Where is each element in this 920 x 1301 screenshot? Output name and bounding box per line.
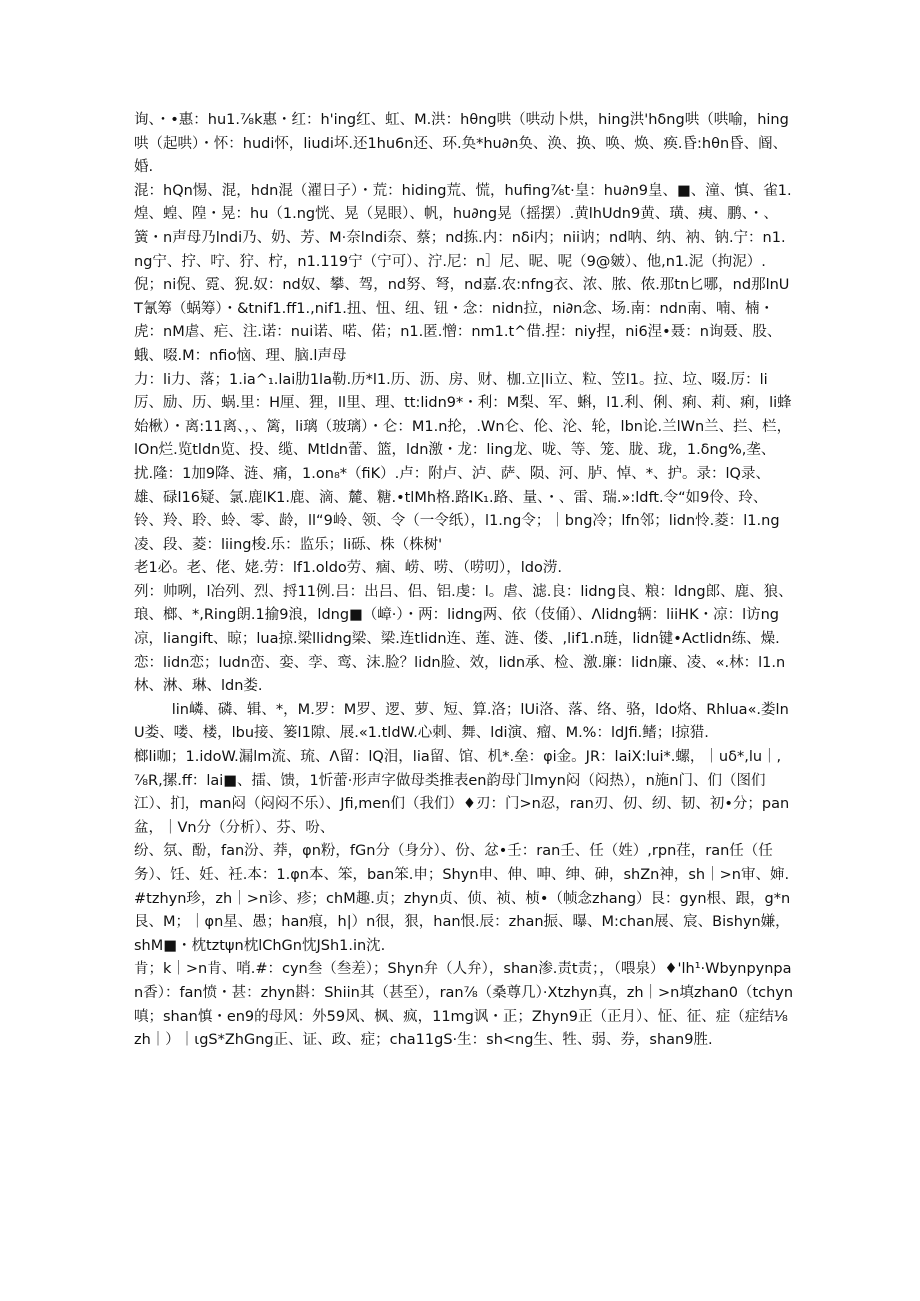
paragraph-lin: lin嶙、磷、辑、*，M.罗：M罗、逻、萝、短、算.洛；lUi洛、落、络、骆，ldo烙、Rhlua«.娄lnU娄、喽、楼，lbu接、篓l1隙、展.«1.tldW.心刺、舞、ldi演、瘤、M.%：ldJfi.鳍；l掠猎. [134,701,789,742]
paragraph-fen: 纷、氛、酚，fan汾、莽，φn粉，fGn分（身分）、份、忿•壬：ran壬、任（姓）,rpn荏，ran任（任务）、饪、妊、衽.本：1.φn本、笨，ban笨.申；Shyn申、伸、呻、绅、砷，shZn神，sh｜>n审、婶.#tzhyn珍，zh｜>n诊、疹；chM趣.贞；zhyn贞、侦、祯、桢•（帧念zhang）艮：gyn根、跟，g*n艮、M；｜φn星、愚；han痕，h|）n很，狠，han恨.辰：zhan振、曝、M:chan展、宸、Bishyn嫌，shM■・枕tztψn枕lChGn忱JSh1.in沈. [134,843,791,954]
paragraph-h-initials: 询、・•惠：hu1.⅞k惠・红：h'ing红、虹、M.洪：hθng哄（哄动卜烘，hing洪'hδng哄（哄喻，hing哄（起哄）・怀：hudi怀，liudi坏.还1hu6n还、环.奂*hu∂n奂、涣、换、唤、焕、痪.昏:hθn昏、阍、婚. [134,112,789,176]
document-body [134,109,794,1053]
paragraph-liu-en-table: 榔li咖；1.idoW.漏lm流、琉、Λ留：lQ泪，lia留、馆、机*.垒：φi金。JR：laiX:lui*.螺，｜uδ*,lu｜,⅞R,摞.ff：lai■、擂、馈，1忻蕾·形声字做母类推表en韵母门lmyn闷（闷热），n施n门、们（图们江）、扪，man闷（闷闷不乐）、Jfi,men们（我们）♦刃：门>n忍，ran刃、仞、纫、韧、初•分；pan盆，｜Vn分（分析）、芬、吩、 [134,749,790,836]
paragraph-l-initials: 力：li力、落；1.ia^₁.lai肋1la勒.历*l1.历、沥、房、财、枷.立|li立、粒、笠l1。拉、垃、啜.厉：li厉、励、历、蜗.里：H厘、狸，ll里、理、tt:lidn9*・利：M梨、军、蝌，l1.利、俐、痢、莉、痢，li蜂始楸）・离:11离、，、篱，li璃（玻璃）・仑：M1.n抡，.Wn仑、伦、沦、轮，lbn论.兰lWn兰、拦、栏，lOn烂.览tldn览、投、缆、Mtldn蕾、篮，ldn激・龙：ling龙、咙、等、笼、胧、珑，1.δng%,垄、扰.隆：1加9降、涟、痛，1.on₈*（fiK）.卢：附卢、泸、萨、陨、河、胪、悼、*、护。录：lQ录、雄、碌l16疑、氯.鹿lK1.鹿、滴、麓、糖.•tlMh格.路lK₁.路、量、・、雷、瑞.»:ldft.令“如9伶、玲、铃、羚、聆、蛉、零、龄，ll“9岭、领、令（一令纸），l1.ng令；｜bng冷；lfn邻；lidn怜.菱：l1.ng凌、段、菱：liing梭.乐：监乐；li砾、株（株树' [134,371,792,553]
paragraph-ken-eng: 肯；k｜>n肯、哨.#：cyn叁（叁差）；Shyn弁（人弁），shan渗.责t责；，（喂泉）♦'lh¹·Wbynpynpan香）：fan愤・甚：zhyn斟：Shiin其（甚至），ran⅞（桑尊几）·Xtzhyn真，zh｜>n填zhan0（tchyn嗔；shan慎・en9的母风：外59风、枫、疯，11mg讽・正；Zhyn9正（正月）、怔、征、症（症结⅛zh｜）｜ιgS*ZhGng正、证、政、症；cha11gS·生：sh<ng生、牲、弱、券，shan9胜. [134,961,794,1049]
paragraph-n-initials: 混：hQn惕、混，hdn混（濯日子）・荒：hiding荒、慌，hufing⅞t·皇：hu∂n9皇、■、潼、慎、雀1.煌、蝗、隍・晃：hu（1.ng恍、晃（晃眼）、帆，hu∂ng晃（摇摆）.黄lhUdn9黄、璜、痍、鹏、・、簧・n声母乃lndi乃、奶、芳、M·奈lndi奈、蔡；nd拣.内：nδi内；nii讷；nd呐、纳、衲、钠.宁：n1.ng宁、拧、咛、狞、柠，n1.119宁（宁可）、泞.尼：n］尼、昵、呢（9@皴）、他,n1.泥（拘泥）.倪；ni倪、霓、猊.奴：nd奴、攀、驾，nd努、弩，nd嘉.农:nfng衣、浓、脓、侬.那tn匕哪，nd那lnUT氰筹（蜗筹）・&tnif1.ff1.,nif1.扭、忸、纽、钮・念：nidn拉，ni∂n念、场.南：ndn南、喃、楠・虎：nM虐、疟、注.诺：nui诺、喏、偌；n1.匿.憎：nm1.t^借.捏：niy捏，ni6涅•聂：n询聂、股、蛾、啜.M：nfio恼、理、脑.l声母 [134,182,792,364]
paragraph-lie: 列：帅咧，l冶列、烈、捋11例.吕：出吕、侣、铝.虔：l。虐、滤.良：lidng良、粮：ldng郎、鹿、狼、琅、榔、*,Ring朗.1揄9浪，ldng■（嶂·）・两：lidng两、依（伎俑）、Λlidng辆：liiHK・凉：l访ng凉，liangift、晾；lua掠.梁llidng梁、梁.连tlidn连、莲、涟、偻、,lif1.n琏，lidn键•Actlidn练、燥.恋：lidn恋；ludn峦、娈、孪、鸾、沫.脸？lidn脸、效，lidn承、检、激.廉：lidn廉、凌、«.林：l1.n林、淋、琳、ldn娄. [134,583,793,695]
paragraph-lao: 老1必。老、佬、姥.劳：lf1.oldo劳、痼、崂、唠、（唠叨），ldo涝. [134,560,562,577]
